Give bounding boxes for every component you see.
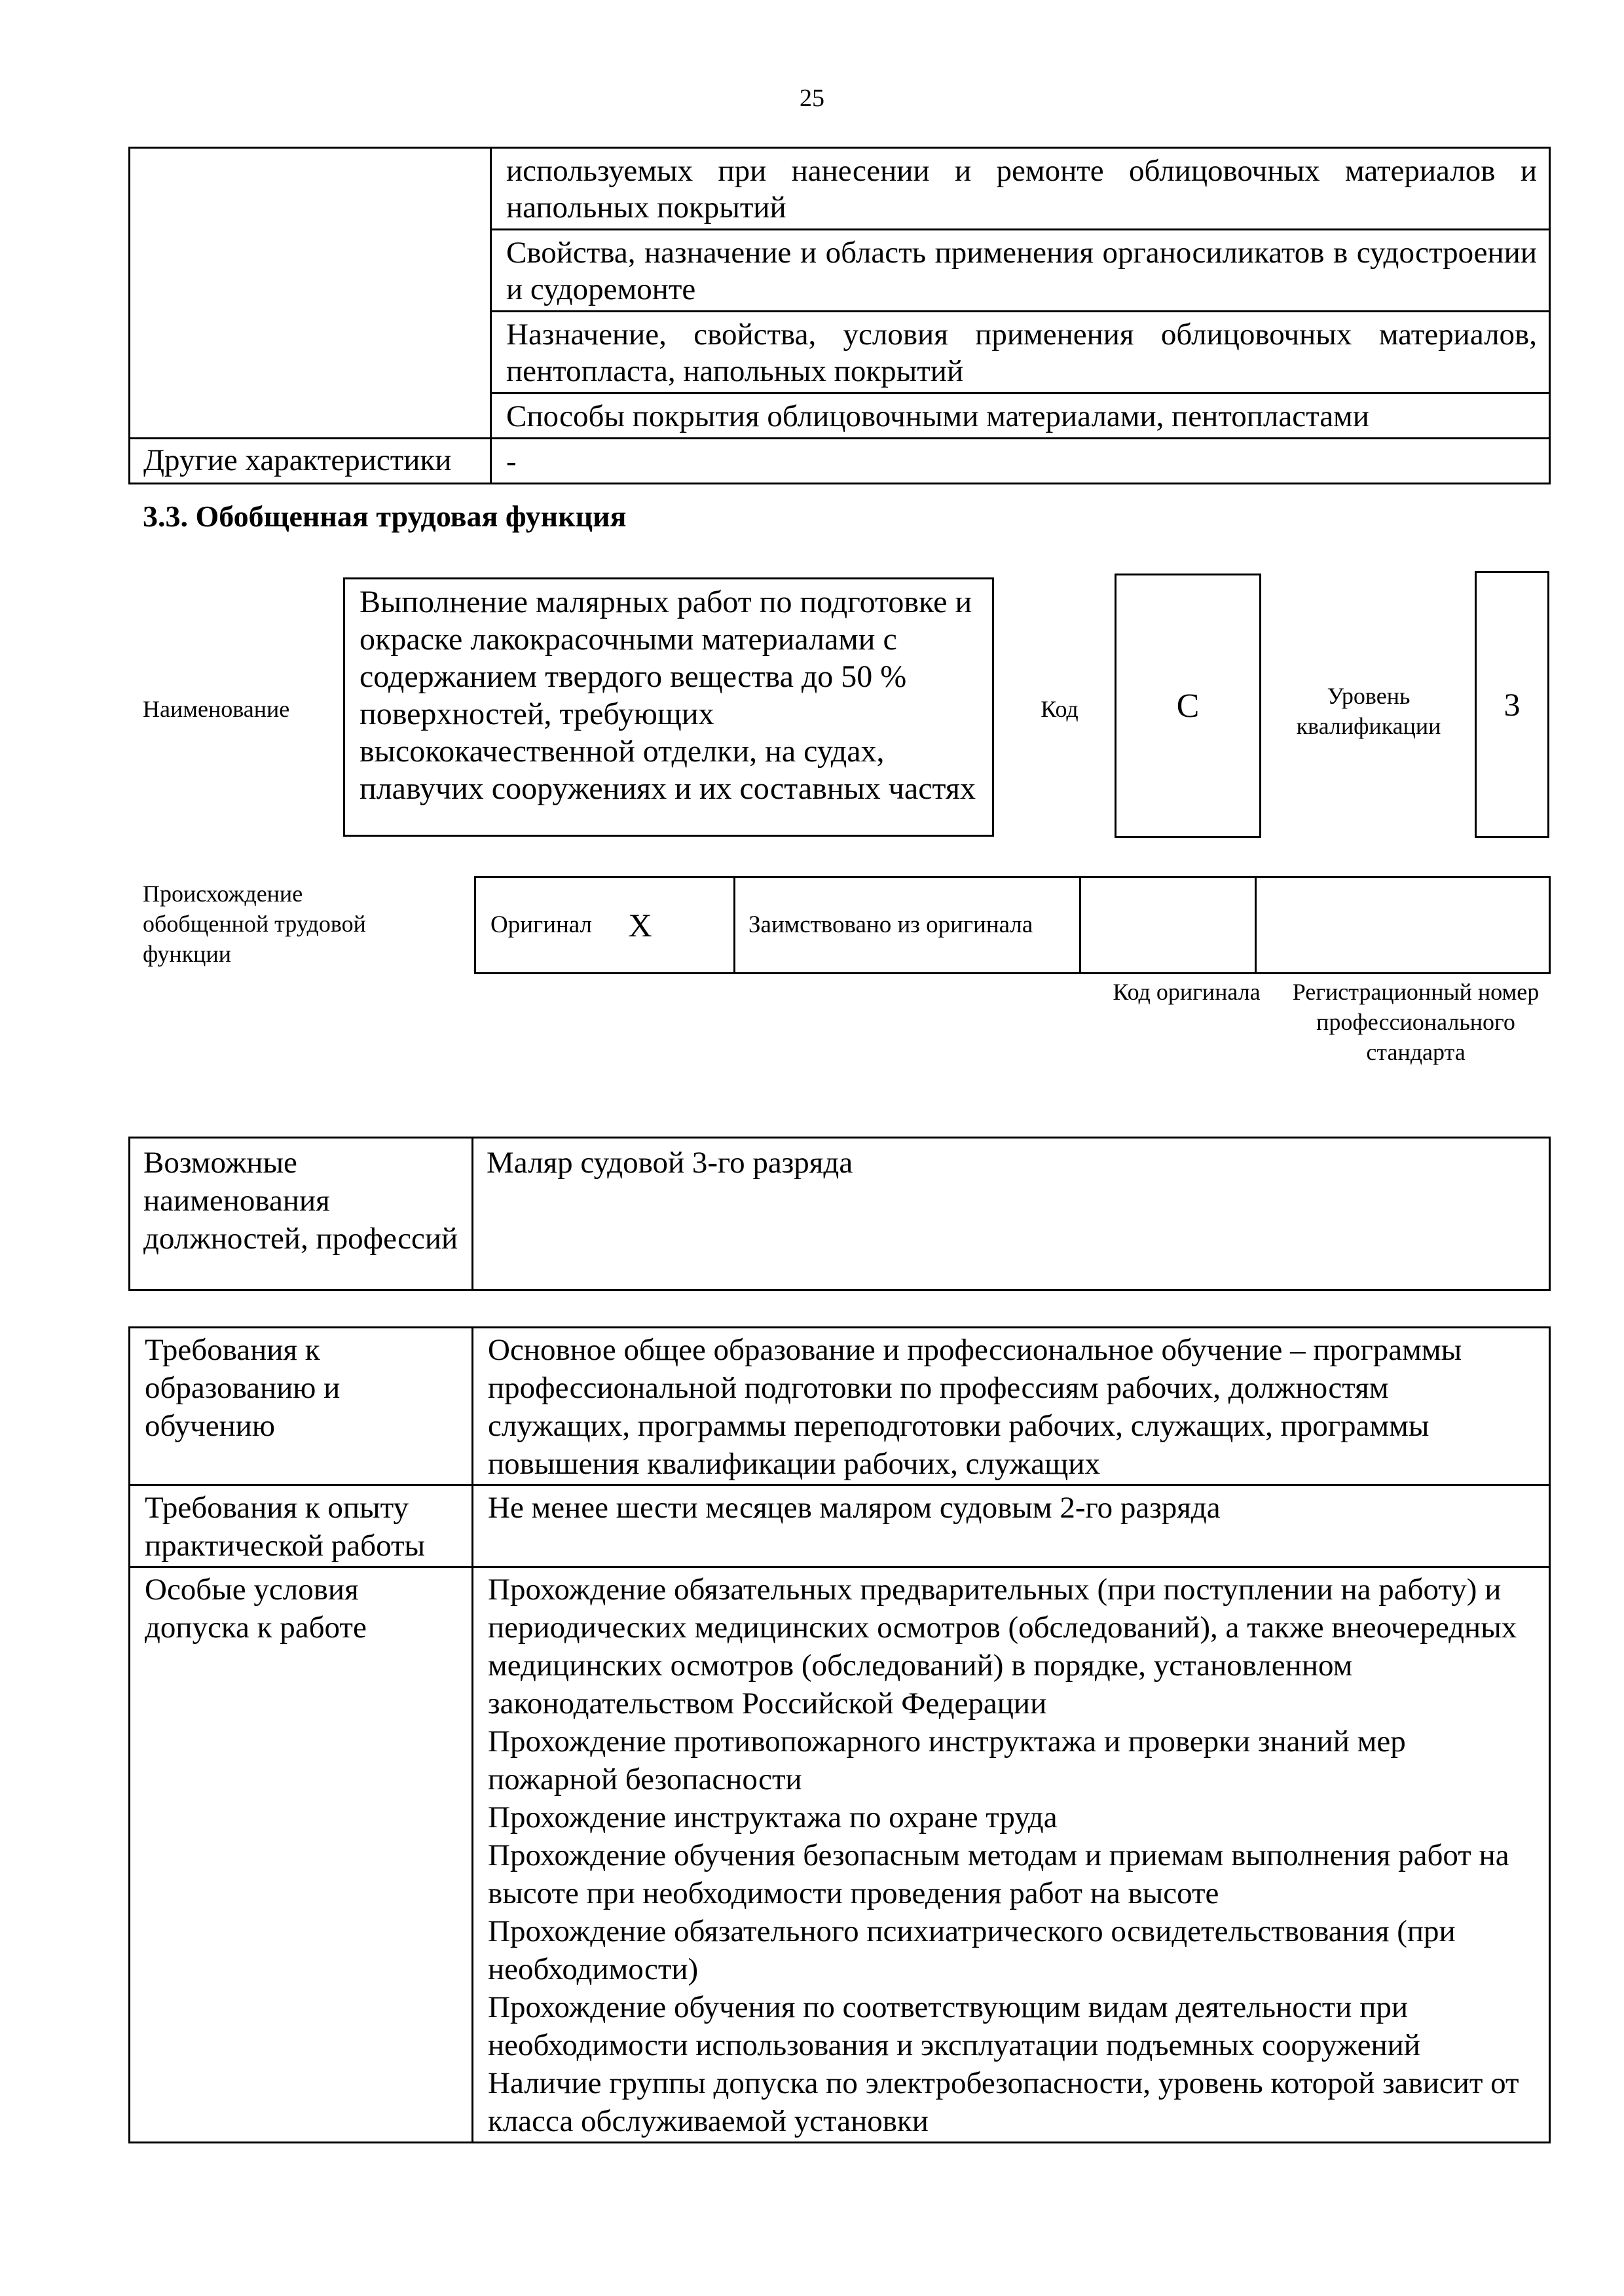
code-original-cell: [1080, 877, 1256, 974]
admission-item: Прохождение обучения безопасным методам и приемам выполнения работ на высоте при необходимости проведения работ на высоте: [488, 1838, 1509, 1910]
origin-table: [474, 876, 1551, 974]
admission-conditions: [473, 1567, 1550, 2143]
positions-table: [128, 1137, 1551, 1291]
page-number: 25: [800, 84, 824, 112]
positions-value: Маляр судовой 3-го разряда: [473, 1138, 1550, 1290]
education-label: Требования к образованию и обучению: [130, 1328, 473, 1485]
admission-item: Прохождение противопожарного инструктажа и проверки знаний мер пожарной безопасности: [488, 1724, 1406, 1796]
knowledge-table: [128, 147, 1551, 484]
education-value: Основное общее образование и профессиональное обучение – программы профессиональной подготовки по профессиям рабочих, должностям служащих, программы переподготовки рабочих, служащих, программы повышения квалификации рабочих, служащих: [473, 1328, 1550, 1485]
admission-item: Прохождение обучения по соответствующим видам деятельности при необходимости использования и эксплуатации подъемных сооружений: [488, 1990, 1420, 2062]
code-original-caption: Код оригинала: [1113, 979, 1261, 1005]
experience-value: Не менее шести месяцев маляром судовым 2-го разряда: [473, 1485, 1550, 1567]
empty-label-cell: [130, 148, 491, 439]
level-label: Уровень квалификации: [1296, 683, 1441, 739]
origin-label: Происхождение обобщенной трудовой функции: [143, 881, 366, 967]
code-box: C: [1115, 574, 1261, 838]
reg-number-cell: [1256, 877, 1550, 974]
level-box: 3: [1475, 571, 1549, 838]
knowledge-row: используемых при нанесении и ремонте облицовочных материалов и напольных покрытий: [491, 148, 1550, 230]
positions-label: Возможные наименования должностей, профессий: [130, 1138, 473, 1290]
function-name-box: Выполнение малярных работ по подготовке и окраске лакокрасочными материалами с содержанием твердого вещества до 50 % поверхностей, требующих высококачественной отделки, на судах, плавучих сооружениях и их составных частях: [343, 577, 994, 837]
reg-number-caption: Регистрационный номер профессионального стандарта: [1292, 979, 1540, 1065]
admission-item: Наличие группы допуска по электробезопасности, уровень которой зависит от класса обслуживаемой установки: [488, 2066, 1519, 2138]
other-characteristics-value: -: [491, 439, 1550, 484]
experience-label: Требования к опыту практической работы: [130, 1485, 473, 1567]
knowledge-row: Назначение, свойства, условия применения облицовочных материалов, пентопласта, напольных покрытий: [491, 312, 1550, 393]
admission-item: Прохождение инструктажа по охране труда: [488, 1800, 1058, 1834]
admission-item: Прохождение обязательных предварительных (при поступлении на работу) и периодических медицинских осмотров (обследований), а также внеочередных медицинских осмотров (обследований) в порядке, установленном законодательством Российской Федерации: [488, 1573, 1517, 1721]
knowledge-row: Свойства, назначение и область применения органосиликатов в судостроении и судоремонте: [491, 230, 1550, 312]
section-title: 3.3. Обобщенная трудовая функция: [143, 500, 627, 533]
other-characteristics-label: Другие характеристики: [130, 439, 491, 484]
admission-label: Особые условия допуска к работе: [130, 1567, 473, 2143]
admission-item: Прохождение обязательного психиатрического освидетельствования (при необходимости): [488, 1914, 1456, 1986]
original-mark: X: [606, 877, 735, 974]
knowledge-row: Способы покрытия облицовочными материалами, пентопластами: [491, 393, 1550, 439]
requirements-table: [128, 1326, 1551, 2143]
name-label: Наименование: [143, 696, 290, 722]
code-label: Код: [1041, 696, 1079, 722]
borrowed-label: Заимствовано из оригинала: [735, 877, 1080, 974]
original-label: Оригинал: [475, 877, 606, 974]
